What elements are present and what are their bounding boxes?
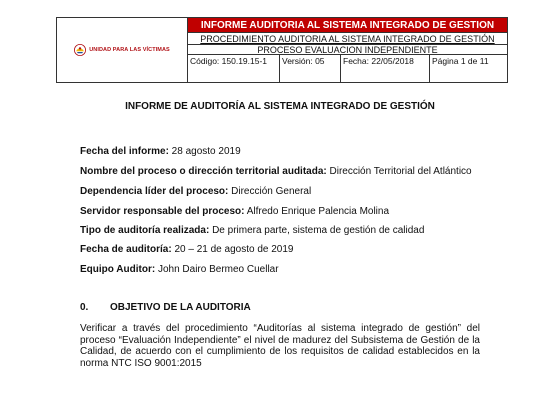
header-procedure: PROCEDIMIENTO AUDITORIA AL SISTEMA INTEGRADO DE GESTIÓN [188,33,507,45]
section-title: OBJETIVO DE LA AUDITORIA [110,302,251,313]
document-header [56,17,508,83]
section-heading [80,302,251,313]
header-title: INFORME AUDITORIA AL SISTEMA INTEGRADO DE GESTION [188,18,507,33]
field-value: Dirección Territorial del Atlántico [326,166,472,177]
header-process: PROCESO EVALUACION INDEPENDIENTE [188,45,507,55]
field-label: Tipo de auditoría realizada: [80,225,210,236]
field-report-date [80,146,241,157]
field-label: Dependencia líder del proceso: [80,186,229,197]
field-responsible-officer [80,206,389,217]
header-code: Código: 150.19.15-1 [188,55,280,82]
logo-text: UNIDAD PARA LAS VÍCTIMAS [89,47,170,53]
field-label: Fecha de auditoría: [80,244,172,255]
header-meta-row [188,55,507,82]
header-info [188,18,507,82]
document-title: INFORME DE AUDITORÍA AL SISTEMA INTEGRADO DE GESTIÓN [125,101,435,112]
field-value: 28 agosto 2019 [168,146,241,157]
field-label: Servidor responsable del proceso: [80,206,245,217]
field-value: 20 – 21 de agosto de 2019 [171,244,294,255]
field-label: Nombre del proceso o dirección territorial auditada: [80,166,327,177]
logo [74,44,170,56]
header-page: Página 1 de 11 [432,56,489,66]
field-value: Alfredo Enrique Palencia Molina [244,206,390,217]
header-version: Versión: 05 [280,55,341,82]
field-audit-team [80,264,279,275]
field-label: Equipo Auditor: [80,264,156,275]
field-value: Dirección General [228,186,312,197]
unidad-victimas-logo-icon [74,44,86,56]
field-process-name [80,166,472,177]
field-audit-date [80,244,293,255]
field-label: Fecha del informe: [80,146,169,157]
header-date: Fecha: 22/05/2018 [341,55,430,82]
objective-paragraph: Verificar a través del procedimiento “Auditorías al sistema integrado de gestión” del proceso “Evaluación Independiente” el nivel de madurez del Subsistema de Gestión de la Calidad, de acuerdo con el cumplimiento de los requisitos de calidad establecidos en la norma NTC ISO 9001:2015 [80,323,480,369]
field-lead-department [80,186,311,197]
logo-cell [57,18,188,82]
field-value: John Dairo Bermeo Cuellar [155,264,279,275]
field-audit-type [80,225,424,236]
section-number: 0. [80,302,89,313]
field-value: De primera parte, sistema de gestión de calidad [209,225,425,236]
